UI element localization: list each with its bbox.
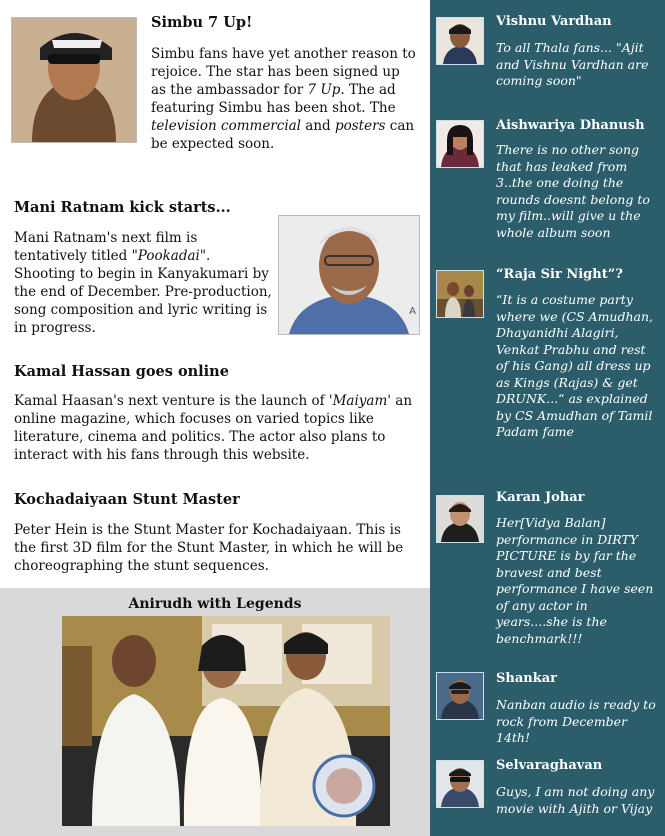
avatar-vishnu-vardhan xyxy=(436,17,484,65)
simbu-photo xyxy=(11,17,137,143)
tweet-quote-aishwariya-dhanush: There is no other song that has leaked from 3..the one doing the rounds doesnt belong to my film..will give u the whole album soon xyxy=(496,142,650,240)
mani-ratnam-photo xyxy=(278,215,420,335)
article-body-kochadaiyaan: Peter Hein is the Stunt Master for Kochadaiyaan. This is the first 3D film for the Stunt Master, in which he will be choreographing the stunt sequences. xyxy=(14,522,404,574)
avatar-shankar xyxy=(436,672,484,720)
article-title-simbu: Simbu 7 Up! xyxy=(151,14,253,31)
article-body-kamal: Kamal Haasan's next venture is the launch of 'Maiyam' an online magazine, which focuses on varied topics like literature, cinema and politics. The actor also plans to interact with his fans through this website. xyxy=(14,393,413,463)
tweet-quote-vishnu-vardhan: To all Thala fans... "Ajit and Vishnu Vardhan are coming soon" xyxy=(496,40,649,88)
tweet-name-karan-johar: Karan Johar xyxy=(496,490,585,505)
avatar-karan-johar xyxy=(436,495,484,543)
tweet-name-shankar: Shankar xyxy=(496,671,557,686)
article-body-mani: Mani Ratnam's next film is tentatively titled "Pookadai". Shooting to begin in Kanyakumari by the end of December. Pre-production, song composition and lyric writing is in progress. xyxy=(14,230,272,336)
tweet-name-aishwariya-dhanush: Aishwariya Dhanush xyxy=(496,118,645,133)
tweet-name-raja-sir-night: “Raja Sir Night”? xyxy=(496,267,623,282)
tweet-quote-selvaraghavan: Guys, I am not doing any movie with Ajith or Vijay xyxy=(496,784,655,816)
tweet-name-vishnu-vardhan: Vishnu Vardhan xyxy=(496,14,612,29)
legends-caption: Anirudh with Legends xyxy=(128,596,302,612)
anirudh-legends-photo xyxy=(62,616,390,826)
tweet-quote-karan-johar: Her[Vidya Balan] performance in DIRTY PICTURE is by far the bravest and best performance I have seen of any actor in years....she is the benchmark!!! xyxy=(496,515,654,646)
avatar-raja-sir-night xyxy=(436,270,484,318)
article-body-simbu: Simbu fans have yet another reason to rejoice. The star has been signed up as the ambassador for 7 Up. The ad featuring Simbu has been shot. The television commercial and posters can be expected soon. xyxy=(151,46,416,152)
photo-watermark: A xyxy=(409,306,416,317)
article-title-mani: Mani Ratnam kick starts... xyxy=(14,199,231,216)
article-title-kochadaiyaan: Kochadaiyaan Stunt Master xyxy=(14,491,240,508)
celebrity-tweets-sidebar xyxy=(430,0,665,836)
avatar-selvaraghavan xyxy=(436,760,484,808)
tweet-quote-raja-sir-night: “It is a costume party where we (CS Amudhan, Dhayanidhi Alagiri, Venkat Prabhu and rest of his Gang) all dress up as Kings (Rajas) & get DRUNK...“ as explained by CS Amudhan of Tamil Padam fame xyxy=(496,292,654,439)
tweet-quote-shankar: Nanban audio is ready to rock from December 14th! xyxy=(496,697,656,745)
tweet-name-selvaraghavan: Selvaraghavan xyxy=(496,758,603,773)
article-title-kamal: Kamal Hassan goes online xyxy=(14,363,229,380)
avatar-aishwariya-dhanush xyxy=(436,120,484,168)
